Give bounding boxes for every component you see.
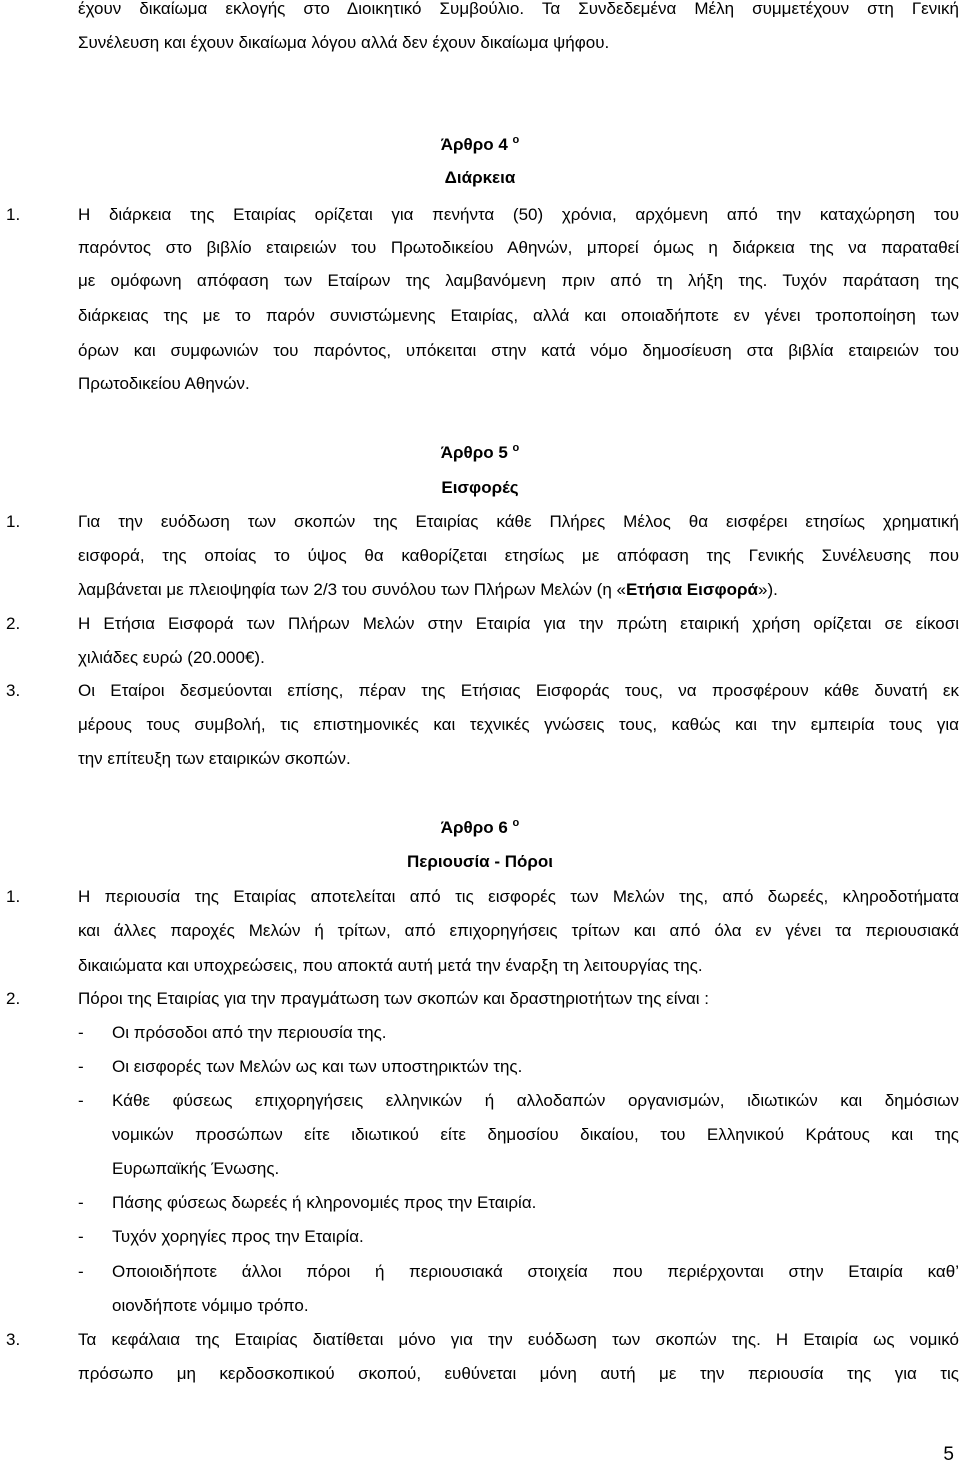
page-number: 5 <box>943 1444 954 1465</box>
list-item: νομικών προσώπων είτε ιδιωτικού είτε δημοσίου δικαίου, του Ελληνικού Κράτους και της <box>112 1125 959 1144</box>
article-4-paragraph-1-number: 1. <box>6 205 21 224</box>
article-6-line: πρόσωπο μη κερδοσκοπικού σκοπού, ευθύνεται μόνη αυτή με την περιουσία της για τις <box>78 1364 959 1383</box>
article-5-line: Για την ευόδωση των σκοπών της Εταιρίας κάθε Πλήρες Μέλος θα εισφέρει ετησίως χρηματική <box>78 512 959 531</box>
list-item: Κάθε φύσεως επιχορηγήσεις ελληνικών ή αλλοδαπών οργανισμών, ιδιωτικών και δημόσιων <box>112 1091 959 1110</box>
article-4-line: όρων και συμφωνιών του παρόντος, υπόκειται στην κατά νόμο δημοσίευση στα βιβλία εταιρειών του <box>78 341 959 360</box>
article-6-paragraph-3-number: 3. <box>6 1330 21 1349</box>
article-5-line: Οι Εταίροι δεσμεύονται επίσης, πέραν της Ετήσιας Εισφοράς τους, να προσφέρουν κάθε δυνατή εκ <box>78 681 959 700</box>
list-bullet-dash: - <box>78 1023 84 1042</box>
article-4-heading: Άρθρο 4 $^o$ <box>440 134 520 154</box>
list-item: Ευρωπαϊκής Ένωσης. <box>112 1159 280 1178</box>
list-item: Οι πρόσοδοι από την περιουσία της. <box>112 1023 387 1042</box>
list-bullet-dash: - <box>78 1091 84 1110</box>
annual-contribution-term: Ετήσια Εισφορά <box>625 580 759 599</box>
article-6-paragraph-2-number: 2. <box>6 989 21 1008</box>
article-5-paragraph-2-number: 2. <box>6 614 21 633</box>
article-5-paragraph-3-number: 3. <box>6 681 21 700</box>
list-item: Οποιοιδήποτε άλλοι πόροι ή περιουσιακά στοιχεία που περιέρχονται στην Εταιρία καθ’ <box>112 1262 959 1281</box>
article-5-line: την επίτευξη των εταιρικών σκοπών. <box>78 749 351 768</box>
list-item: Οι εισφορές των Μελών ως και των υποστηρικτών της. <box>112 1057 523 1076</box>
article-5-line: εισφορά, της οποίας το ύψος θα καθορίζεται ετησίως με απόφαση της Γενικής Συνέλευσης που <box>78 546 959 565</box>
article-5-line: μέρους τους συμβολή, τις επιστημονικές και τεχνικές γνώσεις τους, καθώς και την εμπειρία τους για <box>78 715 959 734</box>
article-4-line: με ομόφωνη απόφαση των Εταίρων της λαμβανόμενη πριν από τη λήξη της. Τυχόν παράταση της <box>78 271 959 290</box>
list-bullet-dash: - <box>78 1057 84 1076</box>
article-6-line: Η περιουσία της Εταιρίας αποτελείται από τις εισφορές των Μελών της, από δωρεές, κληροδοτήματα <box>78 887 959 906</box>
article-6-heading: Άρθρο 6 $^o$ <box>440 817 520 837</box>
article-5-line: χιλιάδες ευρώ (20.000€). <box>78 648 265 667</box>
article-6-line: και άλλες παροχές Μελών ή τρίτων, από επιχορηγήσεις τρίτων και από όλα εν γένει τα περιουσιακά <box>78 921 959 940</box>
article-4-line: Η διάρκεια της Εταιρίας ορίζεται για πενήντα (50) χρόνια, αρχόμενη από την καταχώρηση του <box>78 205 959 224</box>
list-item: οιονδήποτε νόμιμο τρόπο. <box>112 1296 309 1315</box>
article-5-paragraph-1-number: 1. <box>6 512 21 531</box>
article-4-title: Διάρκεια <box>444 168 516 187</box>
intro-line-2: Συνέλευση και έχουν δικαίωμα λόγου αλλά δεν έχουν δικαίωμα ψήφου. <box>78 33 610 52</box>
article-4-line: διάρκειας της με το παρόν συνιστώμενης Εταιρίας, αλλά και οποιαδήποτε εν γένει τροποποίηση των <box>78 306 959 325</box>
intro-line-1: έχουν δικαίωμα εκλογής στο Διοικητικό Συμβούλιο. Τα Συνδεδεμένα Μέλη συμμετέχουν στη Γενική <box>78 0 959 18</box>
article-5-heading: Άρθρο 5 $^o$ <box>440 442 520 462</box>
list-item: Τυχόν χορηγίες προς την Εταιρία. <box>112 1227 364 1246</box>
article-5-line: Η Ετήσια Εισφορά των Πλήρων Μελών στην Εταιρία για την πρώτη εταιρική χρήση ορίζεται σε είκοσι <box>78 614 959 633</box>
list-item: Πάσης φύσεως δωρεές ή κληρονομιές προς την Εταιρία. <box>112 1193 537 1212</box>
article-6-line: δικαιώματα και υποχρεώσεις, που αποκτά αυτή μετά την έναρξη τη λειτουργίας της. <box>78 956 703 975</box>
article-6-title: Περιουσία - Πόροι <box>406 852 554 871</box>
list-bullet-dash: - <box>78 1227 84 1246</box>
article-4-line: παρόντος στο βιβλίο εταιρειών του Πρωτοδικείου Αθηνών, μπορεί όμως η διάρκεια της να παραταθεί <box>78 238 959 257</box>
article-6-line: Τα κεφάλαια της Εταιρίας διατίθεται μόνο για την ευόδωση των σκοπών της. Η Εταιρία ως νομικό <box>78 1330 959 1349</box>
article-5-line: λαμβάνεται με πλειοψηφία των 2/3 του συνόλου των Πλήρων Μελών (η «Ετήσια Εισφορά»). <box>78 580 778 599</box>
list-bullet-dash: - <box>78 1193 84 1212</box>
article-4-line: Πρωτοδικείου Αθηνών. <box>78 374 250 393</box>
list-bullet-dash: - <box>78 1262 84 1281</box>
article-5-title: Εισφορές <box>441 478 519 497</box>
article-6-paragraph-1-number: 1. <box>6 887 21 906</box>
article-6-line: Πόροι της Εταιρίας για την πραγμάτωση των σκοπών και δραστηριοτήτων της είναι : <box>78 989 710 1008</box>
